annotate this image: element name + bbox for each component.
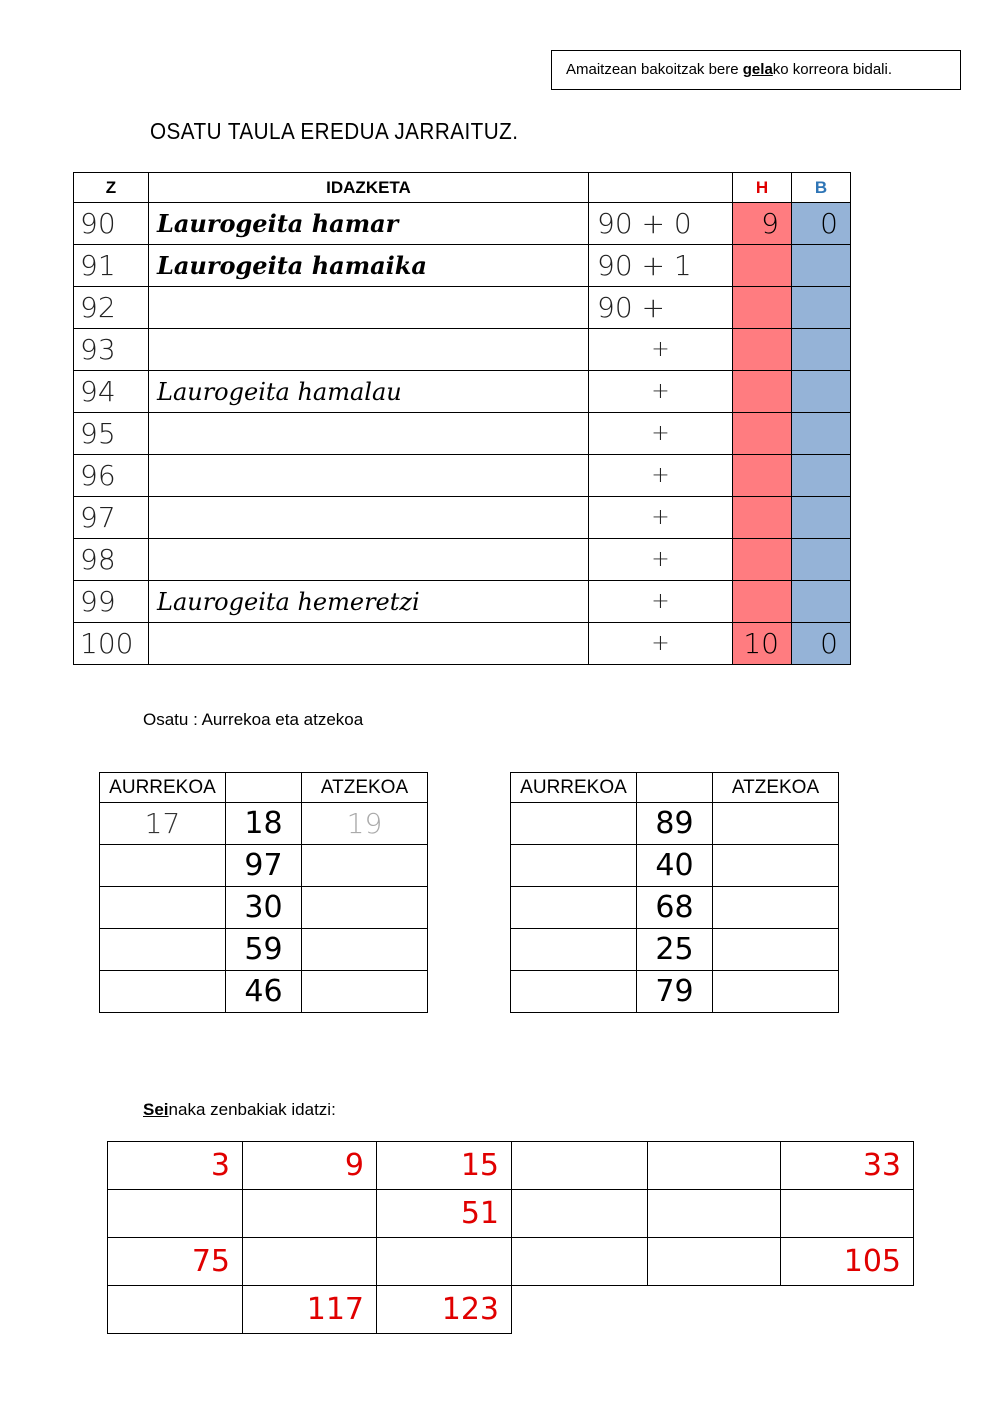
before-cell[interactable]: 17 (100, 803, 226, 845)
before-cell[interactable] (511, 887, 637, 929)
number-cell: 46 (226, 971, 302, 1013)
number-cell: 25 (637, 929, 713, 971)
sum-cell[interactable]: + (589, 371, 733, 413)
header-mid (226, 773, 302, 803)
table-row (74, 623, 851, 665)
number-cell[interactable] (108, 1190, 243, 1238)
header-sum (589, 173, 733, 203)
subtitle-rest: naka zenbakiak idatzi: (168, 1100, 336, 1119)
table-row (511, 887, 839, 929)
number-cell[interactable] (512, 1238, 648, 1286)
before-cell[interactable] (100, 887, 226, 929)
header-z: Z (74, 173, 149, 203)
empty-space (512, 1286, 648, 1334)
word-cell[interactable] (149, 287, 589, 329)
number-cell: 96 (74, 455, 149, 497)
units-cell[interactable] (792, 371, 851, 413)
subtitle-count-by-six (143, 1100, 336, 1120)
sum-cell[interactable]: + (589, 539, 733, 581)
table-row (74, 329, 851, 371)
table-row (100, 971, 428, 1013)
number-cell[interactable] (243, 1238, 377, 1286)
after-cell[interactable] (713, 971, 839, 1013)
after-cell[interactable] (713, 803, 839, 845)
number-cell: 91 (74, 245, 149, 287)
units-cell[interactable] (792, 413, 851, 455)
sum-cell[interactable]: 90 + 1 (589, 245, 733, 287)
sum-cell[interactable]: + (589, 329, 733, 371)
table-row (511, 845, 839, 887)
number-cell[interactable] (108, 1286, 243, 1334)
before-cell[interactable] (100, 929, 226, 971)
table-row (74, 413, 851, 455)
header-b: B (792, 173, 851, 203)
number-cell[interactable] (512, 1190, 648, 1238)
tens-cell[interactable]: 10 (733, 623, 792, 665)
table-header (74, 173, 851, 203)
table-row (74, 371, 851, 413)
number-cell[interactable]: 9 (243, 1142, 377, 1190)
after-cell[interactable]: 19 (302, 803, 428, 845)
table-row (511, 803, 839, 845)
table-row (74, 287, 851, 329)
word-cell[interactable] (149, 455, 589, 497)
table-header (100, 773, 428, 803)
table-header (511, 773, 839, 803)
number-cell: 89 (637, 803, 713, 845)
number-cell[interactable]: 33 (781, 1142, 914, 1190)
units-cell[interactable] (792, 581, 851, 623)
word-cell[interactable] (149, 623, 589, 665)
units-cell[interactable] (792, 497, 851, 539)
header-before: AURREKOA (511, 773, 637, 803)
table-row (511, 971, 839, 1013)
after-cell[interactable] (302, 845, 428, 887)
table-row (74, 497, 851, 539)
number-cell[interactable]: 3 (108, 1142, 243, 1190)
tens-cell[interactable] (733, 455, 792, 497)
notice-text-underlined: gela (742, 61, 773, 78)
before-after-table-left (99, 772, 428, 1013)
before-cell[interactable] (100, 971, 226, 1013)
units-cell[interactable]: 0 (792, 203, 851, 245)
table-row (74, 539, 851, 581)
sum-cell[interactable]: + (589, 497, 733, 539)
number-cell: 18 (226, 803, 302, 845)
table-row (74, 245, 851, 287)
word-cell[interactable] (149, 497, 589, 539)
number-cell: 95 (74, 413, 149, 455)
number-cell: 92 (74, 287, 149, 329)
number-cell[interactable] (377, 1238, 512, 1286)
number-cell[interactable] (243, 1190, 377, 1238)
sum-cell[interactable]: + (589, 413, 733, 455)
before-after-table-right (510, 772, 839, 1013)
number-cell: 30 (226, 887, 302, 929)
word-cell[interactable] (149, 413, 589, 455)
word-cell[interactable]: Laurogeita hamalau (149, 371, 589, 413)
sum-cell[interactable]: 90 + 0 (589, 203, 733, 245)
tens-cell[interactable] (733, 371, 792, 413)
word-cell[interactable] (149, 329, 589, 371)
table-row (74, 203, 851, 245)
number-cell: 93 (74, 329, 149, 371)
units-cell[interactable] (792, 329, 851, 371)
before-cell[interactable] (511, 929, 637, 971)
header-before: AURREKOA (100, 773, 226, 803)
word-cell[interactable]: Laurogeita hamaika (149, 245, 589, 287)
count-by-six-table (107, 1141, 914, 1334)
table-row (108, 1238, 914, 1286)
table-row (100, 887, 428, 929)
tens-cell[interactable] (733, 581, 792, 623)
subtitle-bold: Sei (143, 1100, 169, 1119)
table-row (108, 1142, 914, 1190)
tens-cell[interactable] (733, 245, 792, 287)
number-cell[interactable]: 15 (377, 1142, 512, 1190)
units-cell[interactable]: 0 (792, 623, 851, 665)
sum-cell[interactable]: + (589, 623, 733, 665)
numbers-table (73, 172, 851, 665)
number-cell: 40 (637, 845, 713, 887)
after-cell[interactable] (302, 929, 428, 971)
before-cell[interactable] (511, 803, 637, 845)
units-cell[interactable] (792, 539, 851, 581)
number-cell[interactable]: 105 (781, 1238, 914, 1286)
number-cell: 94 (74, 371, 149, 413)
empty-space (781, 1286, 914, 1334)
after-cell[interactable] (302, 971, 428, 1013)
after-cell[interactable] (713, 845, 839, 887)
page-title: OSATU TAULA EREDUA JARRAITUZ. (150, 118, 519, 144)
before-cell[interactable] (511, 845, 637, 887)
header-h: H (733, 173, 792, 203)
before-cell[interactable] (511, 971, 637, 1013)
number-cell: 59 (226, 929, 302, 971)
table-row (108, 1286, 914, 1334)
number-cell[interactable]: 75 (108, 1238, 243, 1286)
number-cell[interactable] (648, 1190, 781, 1238)
tens-cell[interactable] (733, 287, 792, 329)
units-cell[interactable] (792, 287, 851, 329)
number-cell: 98 (74, 539, 149, 581)
number-cell: 68 (637, 887, 713, 929)
header-mid (637, 773, 713, 803)
sum-cell[interactable]: 90 + (589, 287, 733, 329)
number-cell[interactable]: 51 (377, 1190, 512, 1238)
number-cell: 100 (74, 623, 149, 665)
sum-cell[interactable]: + (589, 581, 733, 623)
number-cell: 99 (74, 581, 149, 623)
sum-cell[interactable]: + (589, 455, 733, 497)
instruction-notice (551, 50, 961, 90)
word-cell[interactable]: Laurogeita hemeretzi (149, 581, 589, 623)
number-cell: 79 (637, 971, 713, 1013)
number-cell[interactable] (781, 1190, 914, 1238)
table-row (100, 803, 428, 845)
after-cell[interactable] (302, 887, 428, 929)
word-cell[interactable]: Laurogeita hamar (149, 203, 589, 245)
notice-text-before: Amaitzean bakoitzak bere (566, 61, 743, 78)
table-row (100, 845, 428, 887)
table-row (108, 1190, 914, 1238)
number-cell: 90 (74, 203, 149, 245)
units-cell[interactable] (792, 245, 851, 287)
number-cell[interactable]: 123 (377, 1286, 512, 1334)
subtitle-before-after: Osatu : Aurrekoa eta atzekoa (143, 710, 364, 729)
before-cell[interactable] (100, 845, 226, 887)
units-cell[interactable] (792, 455, 851, 497)
number-cell[interactable] (648, 1238, 781, 1286)
table-row (100, 929, 428, 971)
table-row (74, 455, 851, 497)
table-row (511, 929, 839, 971)
number-cell[interactable] (648, 1142, 781, 1190)
number-cell: 97 (74, 497, 149, 539)
header-idazketa: IDAZKETA (149, 173, 589, 203)
tens-cell[interactable] (733, 329, 792, 371)
tens-cell[interactable] (733, 539, 792, 581)
word-cell[interactable] (149, 539, 589, 581)
table-row (74, 581, 851, 623)
after-cell[interactable] (713, 887, 839, 929)
tens-cell[interactable] (733, 413, 792, 455)
empty-space (648, 1286, 781, 1334)
tens-cell[interactable]: 9 (733, 203, 792, 245)
number-cell: 97 (226, 845, 302, 887)
number-cell[interactable] (512, 1142, 648, 1190)
tens-cell[interactable] (733, 497, 792, 539)
number-cell[interactable]: 117 (243, 1286, 377, 1334)
header-after: ATZEKOA (713, 773, 839, 803)
notice-text-after: ko korreora bidali. (772, 61, 893, 78)
after-cell[interactable] (713, 929, 839, 971)
header-after: ATZEKOA (302, 773, 428, 803)
